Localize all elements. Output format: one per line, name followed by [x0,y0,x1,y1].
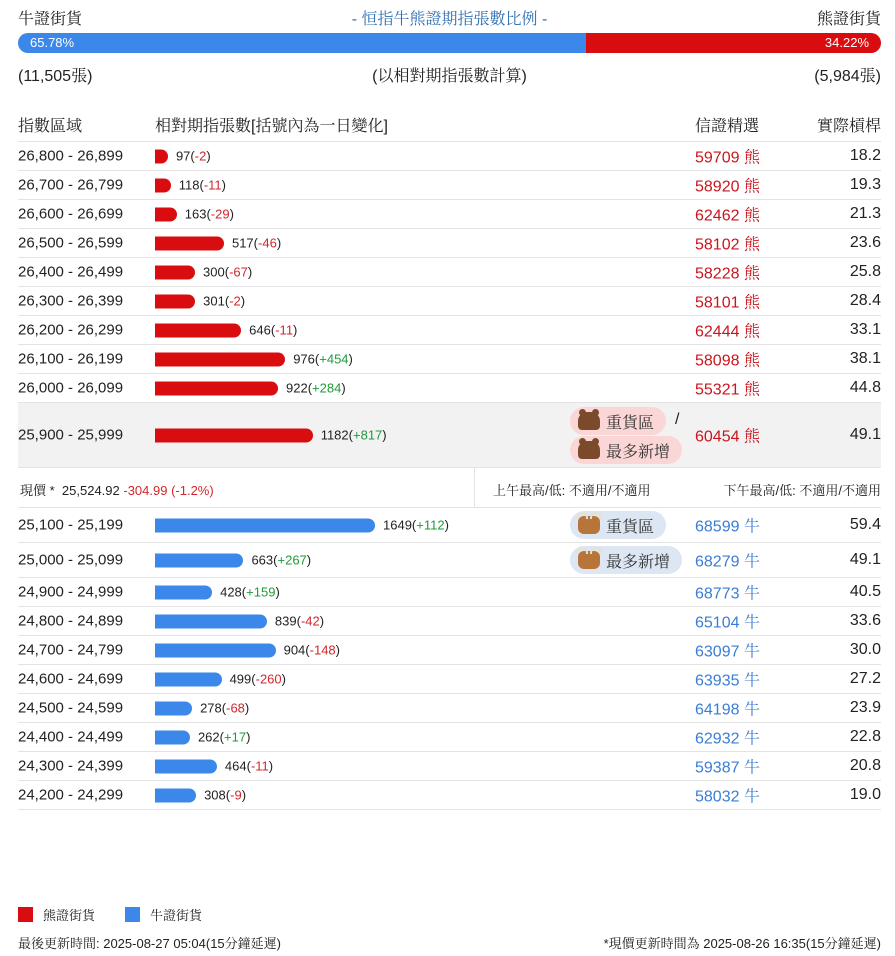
leverage-value: 25.8 [849,263,881,280]
warrant-link[interactable]: 60454 熊 [695,428,760,446]
warrant-link[interactable]: 63097 牛 [695,643,760,661]
bull-contracts-bar [155,585,212,599]
leverage-value: 19.3 [849,176,881,193]
contracts-value: 464(-11) [224,758,274,774]
contracts-change: -148 [309,642,336,658]
warrant-link[interactable]: 58032 牛 [695,788,760,806]
badge-separator: / [675,411,680,428]
contracts-value: 922(+284) [286,380,346,396]
warrant-link[interactable]: 58920 熊 [695,178,760,196]
contracts-value: 118(-11) [178,177,226,193]
bull-contracts-bar [155,788,196,802]
contracts-change: +267 [277,552,307,568]
leverage-value: 40.5 [849,583,881,600]
bear-contracts-bar [155,149,168,163]
am-high-low: 上午最高/低: 不適用/不適用 [493,483,651,498]
contracts-change: +112 [416,517,445,533]
index-range: 26,300 - 26,399 [18,292,124,310]
contracts-cell [155,207,234,222]
leverage-value: 20.8 [849,757,881,774]
contracts-cell [155,759,273,774]
bear-ratio-segment: 34.22% [586,33,881,53]
table-row [18,374,881,403]
leverage-value: 23.9 [849,699,881,716]
table-row [18,508,881,543]
contracts-value: 97(-2) [175,148,211,164]
contracts-number: 308 [204,787,226,803]
index-range: 26,000 - 26,099 [18,379,124,397]
warrant-link[interactable]: 62444 熊 [695,323,760,341]
contracts-cell [155,352,353,367]
contracts-change: -29 [210,206,230,222]
bull-legend-swatch [125,907,140,922]
index-range: 24,500 - 24,599 [18,699,124,717]
bear-badge [570,407,666,435]
count-row [18,63,881,85]
bull-contracts-bar [155,518,375,532]
warrant-link[interactable]: 68773 牛 [695,585,760,603]
warrant-link[interactable]: 62462 熊 [695,207,760,225]
bear-outstanding-label: 熊證街貨 [816,11,881,28]
contracts-value: 262(+17) [197,729,251,745]
bear-badge [570,436,682,464]
index-range: 24,700 - 24,799 [18,641,124,659]
contracts-number: 163 [184,206,207,222]
contracts-change: -11 [250,758,269,774]
warrant-link[interactable]: 58102 熊 [695,236,760,254]
warrant-link[interactable]: 68279 牛 [695,553,760,571]
table-row [18,723,881,752]
distribution-table [18,108,881,810]
contracts-cell [155,428,387,443]
contracts-cell [155,294,245,309]
table-row [18,752,881,781]
header-row [18,6,881,28]
badge-label: 最多新增 [606,443,671,461]
bull-ratio-segment: 65.78% [18,33,586,53]
index-range: 26,600 - 26,699 [18,205,124,223]
index-range: 26,100 - 26,199 [18,350,124,368]
contracts-change: -9 [230,787,242,803]
contracts-number: 464 [224,758,247,774]
current-price-change: -304.99 (-1.2%) [123,483,214,498]
bull-contracts-bar [155,643,276,657]
leverage-value: 44.8 [849,379,881,396]
bear-count: (5,984張) [814,68,881,85]
bull-contracts-bar [155,614,267,628]
badge-label: 最多新增 [606,553,671,571]
leverage-value: 33.6 [849,612,881,629]
header-range: 指數區域 [18,118,83,135]
contracts-value: 428(+159) [220,584,280,600]
table-row [18,171,881,200]
index-range: 25,900 - 25,999 [18,426,124,444]
bear-contracts-bar [155,178,171,192]
warrant-link[interactable]: 65104 牛 [695,614,760,632]
contracts-cell [155,730,250,745]
index-range: 24,300 - 24,399 [18,757,124,775]
contracts-cell [155,672,286,687]
contracts-number: 278 [200,700,222,716]
contracts-value: 663(+267) [251,552,312,568]
contracts-value: 646(-11) [249,322,298,338]
warrant-link[interactable]: 68599 牛 [695,518,760,536]
contracts-value: 163(-29) [184,206,234,222]
bear-contracts-bar [155,381,278,395]
bear-icon [578,412,600,430]
current-price [20,480,214,499]
pm-high-low: 下午最高/低: 不適用/不適用 [723,483,881,498]
warrant-link[interactable]: 64198 牛 [695,701,760,719]
table-row [18,200,881,229]
contracts-number: 118 [178,177,200,193]
contracts-number: 976 [293,351,315,367]
table-header [18,108,881,142]
contracts-change: -2 [229,293,241,309]
bull-badge [570,511,666,539]
contracts-number: 904 [283,642,306,658]
current-price-value: 25,524.92 [61,483,120,498]
contracts-change: -42 [300,613,320,629]
bull-contracts-bar [155,759,217,773]
bull-contracts-bar [155,730,190,744]
contracts-change: +17 [224,729,247,745]
bear-icon [578,441,600,459]
contracts-number: 262 [197,729,220,745]
table-row [18,142,881,171]
warrant-link[interactable]: 55321 熊 [695,381,760,399]
contracts-number: 1649 [383,517,412,533]
contracts-number: 301 [203,293,225,309]
contracts-change: +159 [246,584,276,600]
contracts-cell [155,518,449,533]
leverage-value: 38.1 [849,350,881,367]
contracts-value: 278(-68) [200,700,250,716]
leverage-value: 59.4 [849,516,881,533]
bull-contracts-bar [155,701,192,715]
table-row [18,345,881,374]
contracts-number: 97 [175,148,191,164]
contracts-value: 301(-2) [203,293,246,309]
index-range: 24,600 - 24,699 [18,670,124,688]
contracts-value: 1182(+817) [320,427,387,443]
contracts-number: 300 [203,264,225,280]
contracts-cell [155,236,281,251]
bear-legend-label: 熊證街貨 [43,908,96,923]
contracts-change: -11 [275,322,294,338]
bull-contracts-bar [155,553,243,567]
bull-icon [578,551,600,569]
bear-contracts-bar [155,294,195,308]
contracts-value: 517(-46) [231,235,282,251]
header-contracts: 相對期指張數[括號內為一日變化] [155,118,388,135]
table-row [18,636,881,665]
contracts-change: -46 [258,235,277,251]
contracts-change: +454 [319,351,349,367]
warrant-link[interactable]: 58098 熊 [695,352,760,370]
divider [474,468,475,507]
current-price-label: 現價 * [20,483,55,498]
leverage-value: 27.2 [849,670,881,687]
contracts-value: 499(-260) [229,671,286,687]
contracts-number: 499 [229,671,252,687]
bull-rows [18,508,881,810]
contracts-cell [155,149,211,164]
warrant-link[interactable]: 58228 熊 [695,265,760,283]
page-title: - 恒指牛熊證期指張數比例 - [351,11,548,28]
contracts-change: -68 [226,700,245,716]
bear-contracts-bar [155,323,241,337]
leverage-value: 30.0 [849,641,881,658]
contracts-cell [155,701,249,716]
index-range: 24,900 - 24,999 [18,583,124,601]
bear-contracts-bar [155,265,195,279]
warrant-link[interactable]: 62932 牛 [695,730,760,748]
table-row [18,578,881,607]
table-row [18,694,881,723]
bull-outstanding-label: 牛證街貨 [18,11,83,28]
bear-contracts-bar [155,352,285,366]
table-row [18,543,881,578]
bear-contracts-bar [155,207,177,221]
table-row [18,403,881,468]
table-row [18,781,881,810]
table-row [18,258,881,287]
contracts-number: 839 [274,613,297,629]
bull-icon [578,516,600,534]
leverage-value: 22.8 [849,728,881,745]
leverage-value: 49.1 [849,551,881,568]
table-row [18,287,881,316]
contracts-value: 300(-67) [203,264,253,280]
contracts-value: 904(-148) [283,642,341,658]
index-range: 26,500 - 26,599 [18,234,124,252]
badge-label: 重貨區 [606,518,655,536]
contracts-number: 663 [251,552,274,568]
bull-bear-ratio-bar [18,33,881,53]
leverage-value: 19.0 [849,786,881,803]
leverage-value: 18.2 [849,147,881,164]
contracts-cell [155,265,252,280]
index-range: 25,000 - 25,099 [18,551,124,569]
index-range: 24,800 - 24,899 [18,612,124,630]
calculation-note: (以相對期指張數計算) [372,68,527,85]
index-range: 26,700 - 26,799 [18,176,124,194]
contracts-number: 428 [220,584,242,600]
index-range: 24,200 - 24,299 [18,786,124,804]
bear-legend-swatch [18,907,33,922]
index-range: 26,200 - 26,299 [18,321,124,339]
badge-label: 重貨區 [606,414,655,432]
bull-count: (11,505張) [18,68,93,85]
bull-legend-label: 牛證街貨 [150,908,203,923]
bull-contracts-bar [155,672,222,686]
contracts-cell [155,585,280,600]
contracts-number: 922 [286,380,308,396]
leverage-value: 23.6 [849,234,881,251]
header-warrant: 信證精選 [695,118,760,135]
contracts-change: -2 [194,148,207,164]
table-row [18,316,881,345]
contracts-value: 1649(+112) [383,517,449,533]
contracts-cell [155,614,324,629]
contracts-value: 839(-42) [274,613,325,629]
contracts-change: -11 [203,177,222,193]
table-row [18,665,881,694]
contracts-cell [155,381,346,396]
contracts-cell [155,323,297,338]
leverage-value: 49.1 [849,426,881,443]
contracts-cell [155,643,340,658]
price-updated: *現價更新時間為 2025-08-26 16:35(15分鐘延遲) [603,936,881,951]
contracts-number: 646 [249,322,271,338]
bear-contracts-bar [155,428,313,442]
contracts-cell [155,178,226,193]
table-row [18,229,881,258]
contracts-change: -67 [229,264,248,280]
contracts-change: -260 [255,671,282,687]
contracts-value: 308(-9) [204,787,247,803]
contracts-cell [155,553,311,568]
warrant-link[interactable]: 59387 牛 [695,759,760,777]
warrant-link[interactable]: 63935 牛 [695,672,760,690]
warrant-link[interactable]: 59709 熊 [695,149,760,167]
index-range: 26,400 - 26,499 [18,263,124,281]
contracts-cell [155,788,246,803]
warrant-link[interactable]: 58101 熊 [695,294,760,312]
index-range: 26,800 - 26,899 [18,147,124,165]
legend [18,905,202,924]
bull-badge [570,546,682,574]
bear-contracts-bar [155,236,224,250]
contracts-change: +817 [353,427,383,443]
last-updated: 最後更新時間: 2025-08-27 05:04(15分鐘延遲) [18,936,281,951]
header-leverage: 實際槓桿 [816,118,881,135]
contracts-value: 976(+454) [293,351,353,367]
leverage-value: 21.3 [849,205,881,222]
leverage-value: 28.4 [849,292,881,309]
current-price-row [18,468,881,508]
contracts-number: 517 [231,235,254,251]
index-range: 25,100 - 25,199 [18,516,124,534]
index-range: 24,400 - 24,499 [18,728,124,746]
leverage-value: 33.1 [849,321,881,338]
contracts-change: +284 [312,380,342,396]
contracts-number: 1182 [320,427,349,443]
table-row [18,607,881,636]
bear-rows [18,142,881,468]
